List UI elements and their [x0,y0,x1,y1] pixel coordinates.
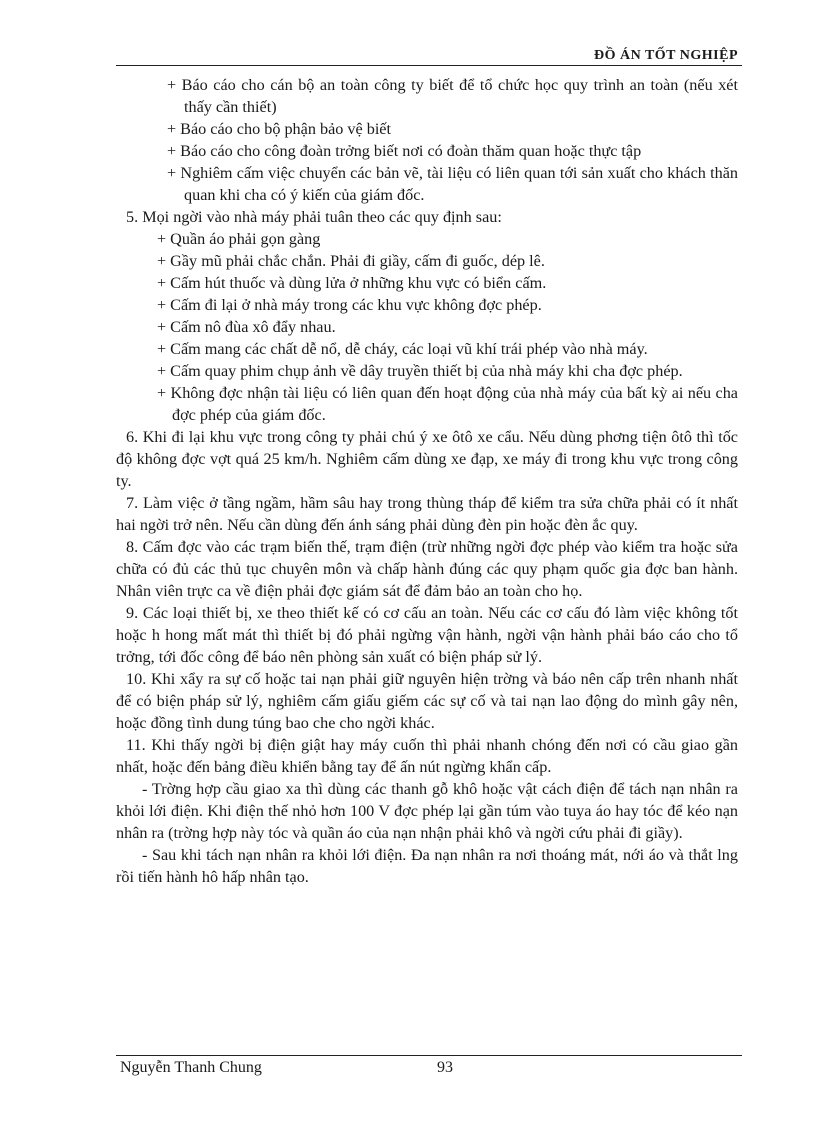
page-number: 93 [437,1059,453,1076]
document-body [116,74,738,888]
header-divider [116,65,742,66]
paragraph-8: 8. Cấm đợc vào các trạm biến thế, trạm điện (trừ những ngời đợc phép vào kiểm tra hoặc sửa chữa có đủ các thủ tục chuyên môn và chấp hành đúng các quy phạm quốc gia đợc ban hành. Nhân viên trực ca về điện phải đợc giám sát để đảm bảo an toàn cho họ. [116,538,738,600]
rule-item: + Cấm hút thuốc và dùng lửa ở những khu vực có biển cấm. [157,274,547,292]
header-title: ĐỒ ÁN TỐT NGHIỆP [593,48,738,63]
report-item: + Nghiêm cấm việc chuyển các bản vẽ, tài liệu có liên quan tới sản xuất cho khách thăn quan khi cha có ý kiến của giám đốc. [167,164,738,204]
report-item: + Báo cáo cho bộ phận bảo vệ biết [167,120,391,138]
rule-item: + Cấm nô đùa xô đẩy nhau. [157,318,336,336]
rule-item: + Cấm mang các chất dễ nổ, dễ cháy, các loại vũ khí trái phép vào nhà máy. [157,340,648,358]
paragraph-11: 11. Khi thấy ngời bị điện giật hay máy cuốn thì phải nhanh chóng đến nơi có cầu giao gần nhất, hoặc đến bảng điều khiển bằng tay để ấn nút ngừng khẩn cấp. [116,736,738,776]
paragraph-9: 9. Các loại thiết bị, xe theo thiết kế có cơ cấu an toàn. Nếu các cơ cấu đó làm việc không tốt hoặc h hong mất mát thì thiết bị đó phải ngừng vận hành, ngời vận hành phải báo cáo cho tổ trởng, tới đốc công để báo nên phòng sản xuất có biện pháp sử lý. [116,604,738,666]
rule-item: + Quần áo phải gọn gàng [157,230,321,248]
rule-item: + Không đợc nhận tài liệu có liên quan đến hoạt động của nhà máy của bất kỳ ai nếu cha đợc phép của giám đốc. [157,384,738,424]
paragraph-7: 7. Làm việc ở tầng ngầm, hầm sâu hay trong thùng tháp để kiểm tra sửa chữa phải có ít nhất hai ngời trở nên. Nếu cần dùng đến ánh sáng phải dùng đèn pin hoặc đèn ắc quy. [116,494,738,534]
dash-paragraph: - Trờng hợp cầu giao xa thì dùng các thanh gỗ khô hoặc vật cách điện để tách nạn nhân ra khỏi lới điện. Khi điện thế nhỏ hơn 100 V đợc phép lại gần túm vào tuya áo hay tóc để kéo nạn nhân ra (trờng hợp này tóc và quần áo của nạn nhận phải khô và ngời cứu phải đi giầy). [116,780,738,842]
item-5-heading: 5. Mọi ngời vào nhà máy phải tuân theo các quy định sau: [126,208,502,226]
rule-item: + Cấm quay phim chụp ảnh về dây truyền thiết bị của nhà máy khi cha đợc phép. [157,362,683,380]
dash-paragraph: - Sau khi tách nạn nhân ra khỏi lới điện. Đa nạn nhân ra nơi thoáng mát, nới áo và thắt lng rồi tiến hành hô hấp nhân tạo. [116,846,738,886]
report-item: + Báo cáo cho công đoàn trởng biết nơi có đoàn thăm quan hoặc thực tập [167,142,642,160]
footer-author: Nguyễn Thanh Chung [120,1059,262,1076]
footer-divider [116,1055,742,1056]
paragraph-10: 10. Khi xẩy ra sự cố hoặc tai nạn phải giữ nguyên hiện trờng và báo nên cấp trên nhanh nhất để có biện pháp sử lý, nghiêm cấm giấu giếm các sự cố và tai nạn lao động do mình gây nên, hoặc đồng tình dung túng bao che cho ngời khác. [116,670,738,732]
report-item: + Báo cáo cho cán bộ an toàn công ty biết để tổ chức học quy trình an toàn (nếu xét thấy cần thiết) [167,76,738,116]
rule-item: + Cấm đi lại ở nhà máy trong các khu vực không đợc phép. [157,296,542,314]
paragraph-6: 6. Khi đi lại khu vực trong công ty phải chú ý xe ôtô xe cẩu. Nếu dùng phơng tiện ôtô thì tốc độ không đợc vợt quá 25 km/h. Nghiêm cấm dùng xe đạp, xe máy đi trong khu vực trong công ty. [116,428,738,490]
rule-item: + Gầy mũ phải chắc chắn. Phải đi giầy, cấm đi guốc, dép lê. [157,252,545,270]
